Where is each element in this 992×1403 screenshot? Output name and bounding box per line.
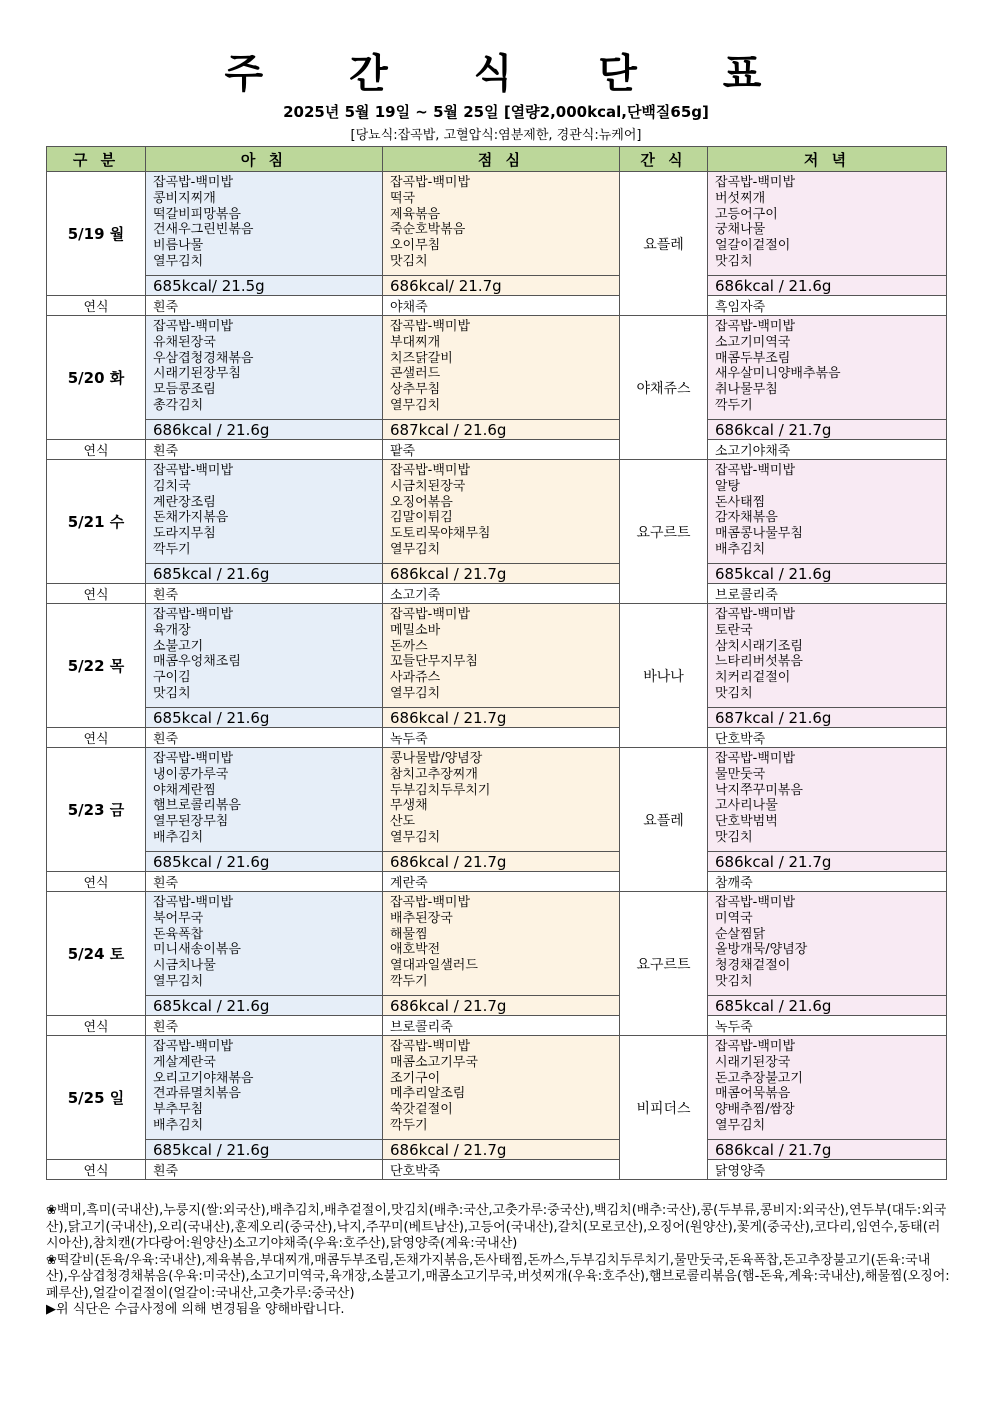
breakfast-menu	[146, 460, 383, 564]
origin-footer	[46, 1203, 950, 1319]
day-label: 5/21 수	[47, 460, 146, 584]
day-menu-row	[47, 892, 947, 996]
day-label: 5/19 월	[47, 172, 146, 296]
menu-item: 오징어볶음	[390, 494, 453, 510]
menu-item: 부대찌개	[390, 334, 441, 350]
day-label: 5/24 토	[47, 892, 146, 1016]
soft-diet-label: 연식	[47, 1160, 146, 1180]
menu-item: 냉이콩가루국	[153, 766, 229, 782]
menu-item: 배추된장국	[390, 910, 453, 926]
dinner-menu	[708, 1036, 947, 1140]
day-menu-row	[47, 1036, 947, 1140]
breakfast-calories: 686kcal / 21.6g	[146, 420, 383, 440]
lunch-menu	[383, 604, 620, 708]
day-menu-row	[47, 604, 947, 708]
breakfast-calories: 685kcal / 21.6g	[146, 996, 383, 1016]
day-label: 5/25 일	[47, 1036, 146, 1160]
menu-item: 느타리버섯볶음	[715, 654, 803, 670]
menu-item: 도토리묵야채무침	[390, 526, 491, 542]
menu-item: 매콤콩나물무침	[715, 526, 803, 542]
menu-item: 돈채가지볶음	[153, 510, 229, 526]
header-breakfast: 아 침	[146, 147, 383, 172]
menu-item: 총각김치	[153, 397, 204, 413]
lunch-menu	[383, 748, 620, 852]
menu-item: 잡곡밥-백미밥	[715, 895, 796, 910]
dinner-calories: 686kcal / 21.6g	[708, 276, 947, 296]
dinner-menu	[708, 172, 947, 276]
header-dinner: 저 녁	[708, 147, 947, 172]
dinner-menu	[708, 604, 947, 708]
lunch-menu	[383, 316, 620, 420]
snack-cell: 요플레	[620, 748, 708, 892]
snack-cell: 요플레	[620, 172, 708, 316]
menu-item: 배추김치	[715, 541, 766, 557]
dinner-menu	[708, 460, 947, 564]
soft-lunch: 계란죽	[383, 872, 620, 892]
table-header-row	[47, 147, 947, 172]
menu-item: 잡곡밥-백미밥	[153, 319, 234, 334]
lunch-calories: 686kcal / 21.7g	[383, 996, 620, 1016]
date-range-subtitle: 2025년 5월 19일 ~ 5월 25일 [열량2,000kcal,단백질65g]	[283, 103, 709, 121]
footer-change-notice: ▶위 식단은 수급사정에 의해 변경됨을 양해바랍니다.	[46, 1302, 345, 1317]
menu-item: 삼치시래기조림	[715, 638, 803, 654]
menu-item: 시금치나물	[153, 958, 216, 974]
menu-item: 잡곡밥-백미밥	[715, 1039, 796, 1054]
day-label: 5/23 금	[47, 748, 146, 872]
breakfast-menu	[146, 892, 383, 996]
breakfast-calories: 685kcal / 21.6g	[146, 1140, 383, 1160]
footer-origin-note-1: ❀백미,흑미(국내산),누룽지(쌀:외국산),배추김치,배추겉절이,맛김치(배추:국산,고춧가루:중국산),백김치(배추:국산),콩(두부류,콩비지:외국산),연두부(대두:외국산),닭고기(국내산),오리(국내산),훈제오리(중국산),낙지,주꾸미(베트남산),고등어(국내산),갈치(모로코산),오징어(원양산),꽃게(중국산),코다리,임연수,동태(러시아산),참치캔(가다랑어:원양산)소고기야채죽(우육:호주산),닭영양죽(계육:국내산)	[46, 1203, 947, 1251]
breakfast-menu	[146, 604, 383, 708]
menu-item: 깍두기	[390, 973, 428, 989]
soft-dinner: 닭영양죽	[708, 1160, 947, 1180]
menu-item: 미니새송이볶음	[153, 942, 241, 958]
menu-item: 잡곡밥-백미밥	[153, 895, 234, 910]
lunch-menu	[383, 460, 620, 564]
menu-item: 배추김치	[153, 829, 204, 845]
calorie-row	[47, 564, 947, 584]
menu-item: 맛김치	[715, 253, 753, 269]
soft-dinner: 단호박죽	[708, 728, 947, 748]
dinner-menu	[708, 892, 947, 996]
menu-item: 야채계란찜	[153, 782, 216, 798]
breakfast-calories: 685kcal / 21.6g	[146, 564, 383, 584]
menu-item: 게살계란국	[153, 1054, 216, 1070]
footer-origin-note-2: ❀떡갈비(돈육/우육:국내산),제육볶음,부대찌개,매콤두부조림,돈채가지볶음,돈사태찜,돈까스,두부김치두루치기,물만둣국,돈육폭찹,돈고추장불고기(돈육:국내산),우삼겹청경채볶음(우육:미국산),소고기미역국,육개장,소불고기,매콤소고기무국,버섯찌개(우육:호주산),햄브로콜리볶음(햄-돈육,계육:국내산),해물찜(오징어:페루산),얼갈이겉절이(얼갈이:국내산,고춧가루:중국산)	[46, 1252, 950, 1301]
day-label: 5/22 목	[47, 604, 146, 728]
menu-item: 깍두기	[153, 541, 191, 557]
menu-item: 건새우그린빈볶음	[153, 222, 254, 238]
menu-item: 잡곡밥-백미밥	[153, 751, 234, 766]
menu-item: 잡곡밥-백미밥	[153, 175, 234, 190]
lunch-calories: 687kcal / 21.6g	[383, 420, 620, 440]
lunch-menu	[383, 172, 620, 276]
lunch-calories: 686kcal / 21.7g	[383, 564, 620, 584]
menu-item: 메추리알조림	[390, 1086, 466, 1102]
menu-item: 돈육폭찹	[153, 926, 204, 942]
menu-item: 잡곡밥-백미밥	[390, 175, 471, 190]
snack-cell: 요구르트	[620, 892, 708, 1036]
soft-breakfast: 흰죽	[146, 296, 383, 316]
menu-item: 열무김치	[390, 685, 441, 701]
menu-item: 잡곡밥-백미밥	[715, 463, 796, 478]
menu-item: 메밀소바	[390, 622, 441, 638]
calorie-row	[47, 708, 947, 728]
day-menu-row	[47, 172, 947, 276]
menu-item: 견과류멸치볶음	[153, 1086, 241, 1102]
dinner-menu	[708, 748, 947, 852]
breakfast-calories: 685kcal/ 21.5g	[146, 276, 383, 296]
menu-item: 오리고기야채볶음	[153, 1070, 254, 1086]
menu-item: 꼬들단무지무침	[390, 654, 478, 670]
lunch-calories: 686kcal / 21.7g	[383, 708, 620, 728]
menu-item: 잡곡밥-백미밥	[153, 463, 234, 478]
soft-diet-label: 연식	[47, 728, 146, 748]
menu-item: 시금치된장국	[390, 478, 466, 494]
soft-lunch: 단호박죽	[383, 1160, 620, 1180]
menu-item: 잡곡밥-백미밥	[715, 319, 796, 334]
menu-item: 알탕	[715, 478, 741, 494]
menu-item: 모듬콩조림	[153, 382, 216, 398]
menu-item: 맛김치	[153, 685, 191, 701]
menu-item: 맛김치	[715, 973, 753, 989]
menu-item: 치커리겉절이	[715, 670, 791, 686]
menu-item: 해물찜	[390, 926, 428, 942]
soft-dinner: 흑임자죽	[708, 296, 947, 316]
soft-breakfast: 흰죽	[146, 872, 383, 892]
menu-item: 잡곡밥-백미밥	[153, 1039, 234, 1054]
menu-item: 우삼겹청경채볶음	[153, 350, 254, 366]
calorie-row	[47, 1140, 947, 1160]
soft-lunch: 팥죽	[383, 440, 620, 460]
menu-item: 햄브로콜리볶음	[153, 798, 241, 814]
menu-item: 비름나물	[153, 238, 204, 254]
day-menu-row	[47, 316, 947, 420]
snack-cell: 비피더스	[620, 1036, 708, 1180]
soft-diet-row	[47, 584, 947, 604]
menu-item: 순살찜닭	[715, 926, 766, 942]
menu-item: 돈사태찜	[715, 494, 766, 510]
soft-breakfast: 흰죽	[146, 584, 383, 604]
menu-item: 열무김치	[153, 253, 204, 269]
breakfast-calories: 685kcal / 21.6g	[146, 852, 383, 872]
snack-cell: 요구르트	[620, 460, 708, 604]
menu-item: 매콤두부조림	[715, 350, 791, 366]
dinner-menu	[708, 316, 947, 420]
menu-item: 쑥갓겉절이	[390, 1102, 453, 1118]
soft-diet-row	[47, 1160, 947, 1180]
diet-note: [당뇨식:잡곡밥, 고혈압식:염분제한, 경관식:뉴케어]	[350, 128, 642, 143]
menu-item: 콘샐러드	[390, 366, 441, 382]
menu-item: 치즈닭갈비	[390, 350, 453, 366]
soft-diet-row	[47, 728, 947, 748]
day-menu-row	[47, 460, 947, 564]
menu-item: 버섯찌개	[715, 190, 766, 206]
menu-item: 소고기미역국	[715, 334, 791, 350]
dinner-calories: 686kcal / 21.7g	[708, 420, 947, 440]
menu-item: 고등어구이	[715, 206, 778, 222]
menu-item: 잡곡밥-백미밥	[153, 607, 234, 622]
page-title: 주 간 식 단 표	[224, 51, 798, 97]
menu-item: 애호박전	[390, 942, 441, 958]
dinner-calories: 686kcal / 21.7g	[708, 1140, 947, 1160]
menu-item: 잡곡밥-백미밥	[715, 751, 796, 766]
lunch-calories: 686kcal / 21.7g	[383, 1140, 620, 1160]
day-label: 5/20 화	[47, 316, 146, 440]
menu-item: 두부김치두루치기	[390, 782, 491, 798]
menu-item: 잡곡밥-백미밥	[390, 319, 471, 334]
menu-item: 김말이튀김	[390, 510, 453, 526]
soft-diet-label: 연식	[47, 440, 146, 460]
menu-item: 청경채겉절이	[715, 958, 791, 974]
menu-item: 산도	[390, 814, 416, 830]
menu-item: 사과쥬스	[390, 670, 441, 686]
soft-dinner: 참깨죽	[708, 872, 947, 892]
menu-item: 떡국	[390, 190, 416, 206]
menu-item: 계란장조림	[153, 494, 216, 510]
dinner-calories: 687kcal / 21.6g	[708, 708, 947, 728]
menu-item: 새우살미니양배추볶음	[715, 366, 841, 382]
breakfast-menu	[146, 748, 383, 852]
soft-breakfast: 흰죽	[146, 1160, 383, 1180]
menu-item: 열대과일샐러드	[390, 958, 478, 974]
soft-dinner: 소고기야채죽	[708, 440, 947, 460]
menu-item: 콩비지찌개	[153, 190, 216, 206]
soft-breakfast: 흰죽	[146, 728, 383, 748]
menu-item: 얼갈이겉절이	[715, 238, 791, 254]
calorie-row	[47, 420, 947, 440]
header-snack: 간 식	[620, 147, 708, 172]
menu-item: 열무김치	[390, 397, 441, 413]
menu-item: 잡곡밥-백미밥	[390, 1039, 471, 1054]
soft-lunch: 브로콜리죽	[383, 1016, 620, 1036]
menu-item: 열무된장무침	[153, 814, 229, 830]
soft-diet-label: 연식	[47, 872, 146, 892]
soft-diet-row	[47, 440, 947, 460]
calorie-row	[47, 996, 947, 1016]
soft-dinner: 브로콜리죽	[708, 584, 947, 604]
menu-item: 잡곡밥-백미밥	[390, 607, 471, 622]
menu-item: 시래기된장무침	[153, 366, 241, 382]
menu-item: 궁채나물	[715, 222, 766, 238]
menu-item: 배추김치	[153, 1117, 204, 1133]
menu-item: 맛김치	[390, 253, 428, 269]
soft-breakfast: 흰죽	[146, 1016, 383, 1036]
menu-item: 참치고추장찌개	[390, 766, 478, 782]
dinner-calories: 685kcal / 21.6g	[708, 564, 947, 584]
menu-item: 깍두기	[715, 397, 753, 413]
soft-lunch: 소고기죽	[383, 584, 620, 604]
menu-item: 잡곡밥-백미밥	[715, 607, 796, 622]
calorie-row	[47, 852, 947, 872]
menu-item: 구이김	[153, 670, 191, 686]
menu-item: 시래기된장국	[715, 1054, 791, 1070]
menu-item: 육개장	[153, 622, 191, 638]
menu-item: 제육볶음	[390, 206, 441, 222]
menu-item: 죽순호박볶음	[390, 222, 466, 238]
menu-item: 상추무침	[390, 382, 441, 398]
menu-item: 감자채볶음	[715, 510, 778, 526]
menu-item: 깍두기	[390, 1117, 428, 1133]
menu-item: 잡곡밥-백미밥	[390, 463, 471, 478]
menu-item: 부추무침	[153, 1102, 204, 1118]
snack-cell: 바나나	[620, 604, 708, 748]
lunch-menu	[383, 1036, 620, 1140]
breakfast-calories: 685kcal / 21.6g	[146, 708, 383, 728]
menu-item: 잡곡밥-백미밥	[715, 175, 796, 190]
soft-diet-row	[47, 1016, 947, 1036]
menu-item: 토란국	[715, 622, 753, 638]
soft-diet-row	[47, 296, 947, 316]
menu-item: 맛김치	[715, 685, 753, 701]
menu-item: 열무김치	[715, 1117, 766, 1133]
soft-lunch: 야채죽	[383, 296, 620, 316]
menu-item: 무생채	[390, 798, 428, 814]
soft-breakfast: 흰죽	[146, 440, 383, 460]
menu-item: 도라지무침	[153, 526, 216, 542]
soft-diet-row	[47, 872, 947, 892]
menu-item: 돈까스	[390, 638, 428, 654]
menu-item: 돈고추장불고기	[715, 1070, 803, 1086]
menu-item: 매콤우엉채조림	[153, 654, 241, 670]
menu-item: 매콤소고기무국	[390, 1054, 478, 1070]
header-lunch: 점 심	[383, 147, 620, 172]
menu-item: 북어무국	[153, 910, 204, 926]
breakfast-menu	[146, 1036, 383, 1140]
soft-dinner: 녹두죽	[708, 1016, 947, 1036]
menu-item: 올방개묵/양념장	[715, 942, 808, 958]
menu-item: 미역국	[715, 910, 753, 926]
menu-item: 콩나물밥/양념장	[390, 751, 483, 766]
dinner-calories: 685kcal / 21.6g	[708, 996, 947, 1016]
soft-diet-label: 연식	[47, 1016, 146, 1036]
breakfast-menu	[146, 316, 383, 420]
menu-item: 유채된장국	[153, 334, 216, 350]
menu-item: 열무김치	[390, 541, 441, 557]
lunch-calories: 686kcal/ 21.7g	[383, 276, 620, 296]
menu-item: 고사리나물	[715, 798, 778, 814]
lunch-menu	[383, 892, 620, 996]
soft-lunch: 녹두죽	[383, 728, 620, 748]
weekly-menu-table	[46, 146, 947, 1180]
menu-item: 조기구이	[390, 1070, 441, 1086]
snack-cell: 야채쥬스	[620, 316, 708, 460]
breakfast-menu	[146, 172, 383, 276]
menu-item: 물만둣국	[715, 766, 766, 782]
menu-item: 잡곡밥-백미밥	[390, 895, 471, 910]
soft-diet-label: 연식	[47, 296, 146, 316]
calorie-row	[47, 276, 947, 296]
lunch-calories: 686kcal / 21.7g	[383, 852, 620, 872]
menu-item: 매콤어묵볶음	[715, 1086, 791, 1102]
menu-item: 맛김치	[715, 829, 753, 845]
day-menu-row	[47, 748, 947, 852]
menu-item: 오이무침	[390, 238, 441, 254]
header-category: 구 분	[47, 147, 146, 172]
menu-item: 낙지쭈꾸미볶음	[715, 782, 803, 798]
soft-diet-label: 연식	[47, 584, 146, 604]
menu-item: 단호박범벅	[715, 814, 778, 830]
menu-item: 소불고기	[153, 638, 204, 654]
dinner-calories: 686kcal / 21.7g	[708, 852, 947, 872]
menu-item: 열무김치	[153, 973, 204, 989]
menu-item: 열무김치	[390, 829, 441, 845]
menu-item: 양배추찜/쌈장	[715, 1102, 795, 1118]
menu-item: 떡갈비피망볶음	[153, 206, 241, 222]
menu-item: 김치국	[153, 478, 191, 494]
menu-item: 취나물무침	[715, 382, 778, 398]
